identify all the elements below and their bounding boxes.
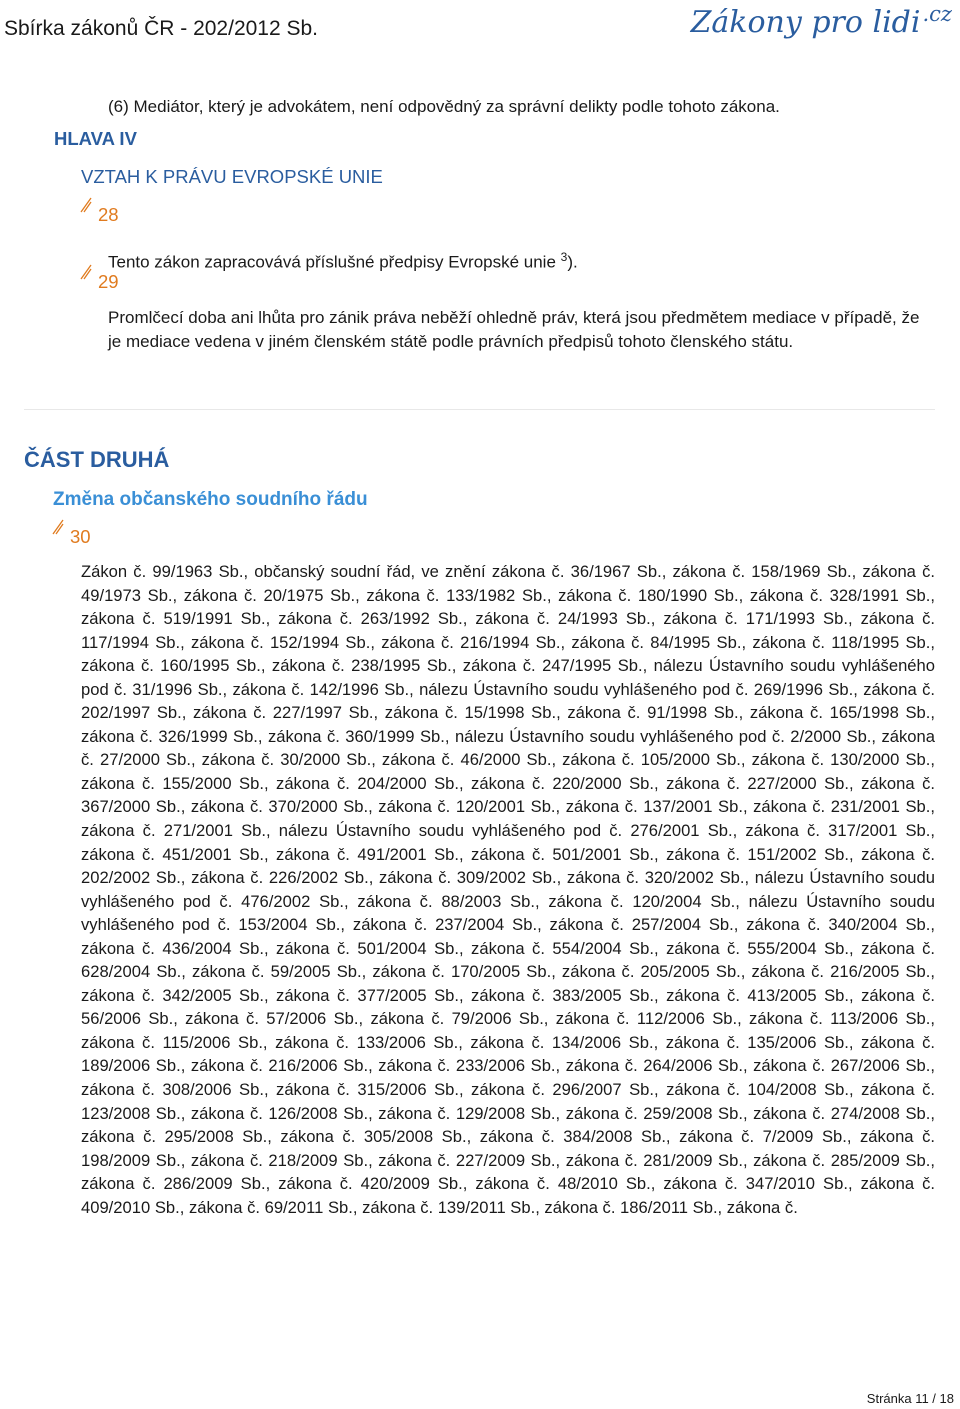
- part-subtitle: Změna občanského soudního řádu: [53, 489, 368, 510]
- section-29-text: Promlčecí doba ani lhůta pro zánik práva neběží ohledně práv, která jsou předmětem mediace v případě, že je mediace vedena v jiném členském státě podle právních předpisů tohoto členského státu.: [108, 308, 920, 351]
- chapter-label: HLAVA IV: [54, 128, 137, 149]
- section-30-number: 30: [70, 526, 91, 547]
- logo-tld: .cz: [922, 2, 952, 26]
- section-30-text: Zákon č. 99/1963 Sb., občanský soudní řád, ve znění zákona č. 36/1967 Sb., zákona č. 158/1969 Sb., zákona č. 49/1973 Sb., zákona č. 20/1975 Sb., zákona č. 133/1982 Sb., zákona č. 180/1990 Sb., zákona č. 328/1991 Sb., zákona č. 519/1991 Sb., zákona č. 263/1992 Sb., zákona č. 24/1993 Sb., zákona č. 171/1993 Sb., zákona č. 117/1994 Sb., zákona č. 152/1994 Sb., zákona č. 216/1994 Sb., zákona č. 84/1995 Sb., zákona č. 118/1995 Sb., zákona č. 160/1995 Sb., zákona č. 238/1995 Sb., zákona č. 247/1995 Sb., nálezu Ústavního soudu vyhlášeného pod č. 31/1996 Sb., zákona č. 142/1996 Sb., nálezu Ústavního soudu vyhlášeného pod č. 269/1996 Sb., zákona č. 202/1997 Sb., zákona č. 227/1997 Sb., zákona č. 15/1998 Sb., zákona č. 91/1998 Sb., zákona č. 165/1998 Sb., zákona č. 326/1999 Sb., zákona č. 360/1999 Sb., nálezu Ústavního soudu vyhlášeného pod č. 2/2000 Sb., zákona č. 27/2000 Sb., zákona č. 30/2000 Sb., zákona č. 46/2000 Sb., zákona č. 105/2000 Sb., zákona č. 130/2000 Sb., zákona č. 155/2000 Sb., zákona č. 204/2000 Sb., zákona č. 220/2000 Sb., zákona č. 227/2000 Sb., zákona č. 367/2000 Sb., zákona č. 370/2000 Sb., zákona č. 120/2001 Sb., zákona č. 137/2001 Sb., zákona č. 231/2001 Sb., zákona č. 271/2001 Sb., nálezu Ústavního soudu vyhlášeného pod č. 276/2001 Sb., zákona č. 317/2001 Sb., zákona č. 451/2001 Sb., zákona č. 491/2001 Sb., zákona č. 501/2001 Sb., zákona č. 151/2002 Sb., zákona č. 202/2002 Sb., zákona č. 226/2002 Sb., zákona č. 309/2002 Sb., zákona č. 320/2002 Sb., nálezu Ústavního soudu vyhlášeného pod č. 476/2002 Sb., zákona č. 88/2003 Sb., zákona č. 120/2004 Sb., nálezu Ústavního soudu vyhlášeného pod č. 153/2004 Sb., zákona č. 237/2004 Sb., zákona č. 257/2004 Sb., zákona č. 340/2004 Sb., zákona č. 436/2004 Sb., zákona č. 501/2004 Sb., zákona č. 554/2004 Sb., zákona č. 555/2004 Sb., zákona č. 628/2004 Sb., zákona č. 59/2005 Sb., zákona č. 170/2005 Sb., zákona č. 205/2005 Sb., zákona č. 216/2005 Sb., zákona č. 342/2005 Sb., zákona č. 377/2005 Sb., zákona č. 383/2005 Sb., zákona č. 413/2005 Sb., zákona č. 56/2006 Sb., zákona č. 57/2006 Sb., zákona č. 79/2006 Sb., zákona č. 112/2006 Sb., zákona č. 113/2006 Sb., zákona č. 115/2006 Sb., zákona č. 133/2006 Sb., zákona č. 134/2006 Sb., zákona č. 135/2006 Sb., zákona č. 189/2006 Sb., zákona č. 216/2006 Sb., zákona č. 233/2006 Sb., zákona č. 264/2006 Sb., zákona č. 267/2006 Sb., zákona č. 308/2006 Sb., zákona č. 315/2006 Sb., zákona č. 296/2007 Sb., zákona č. 104/2008 Sb., zákona č. 123/2008 Sb., zákona č. 126/2008 Sb., zákona č. 129/2008 Sb., zákona č. 259/2008 Sb., zákona č. 274/2008 Sb., zákona č. 295/2008 Sb., zákona č. 305/2008 Sb., zákona č. 384/2008 Sb., zákona č. 7/2009 Sb., zákona č. 198/2009 Sb., zákona č. 218/2009 Sb., zákona č. 227/2009 Sb., zákona č. 281/2009 Sb., zákona č. 285/2009 Sb., zákona č. 286/2009 Sb., zákona č. 420/2009 Sb., zákona č. 48/2010 Sb., zákona č. 347/2010 Sb., zákona č. 409/2010 Sb., zákona č. 69/2011 Sb., zákona č. 139/2011 Sb., zákona č. 186/2011 Sb., zákona č.: [81, 562, 935, 1217]
- section-28-heading[interactable]: [80, 204, 119, 226]
- section-28-close: ).: [567, 252, 578, 272]
- section-29-heading[interactable]: [80, 271, 119, 293]
- section-30-heading[interactable]: [52, 526, 91, 548]
- paragraph-mark-icon: [52, 519, 64, 535]
- site-logo[interactable]: [691, 2, 952, 40]
- paragraph-mark-icon: [80, 197, 92, 213]
- paragraph-mark-icon: [80, 264, 92, 280]
- section-28-number: 28: [98, 204, 119, 225]
- section-29-number: 29: [98, 271, 119, 292]
- section-28-body: Tento zákon zapracovává příslušné předpisy Evropské unie: [108, 252, 556, 272]
- part-title: ČÁST DRUHÁ: [24, 447, 170, 472]
- chapter-title: VZTAH K PRÁVU EVROPSKÉ UNIE: [81, 166, 383, 187]
- logo-text: Zákony pro lidi: [690, 5, 921, 40]
- section-28-text: [108, 245, 578, 275]
- footnote-ref[interactable]: 3: [560, 250, 568, 264]
- header-bar: [0, 0, 960, 62]
- divider: [24, 409, 935, 410]
- document-title: Sbírka zákonů ČR - 202/2012 Sb.: [4, 17, 319, 40]
- page-number: Stránka 11 / 18: [866, 1391, 954, 1406]
- paragraph-6: (6) Mediátor, který je advokátem, není odpovědný za správní delikty podle tohoto zákona.: [108, 97, 780, 116]
